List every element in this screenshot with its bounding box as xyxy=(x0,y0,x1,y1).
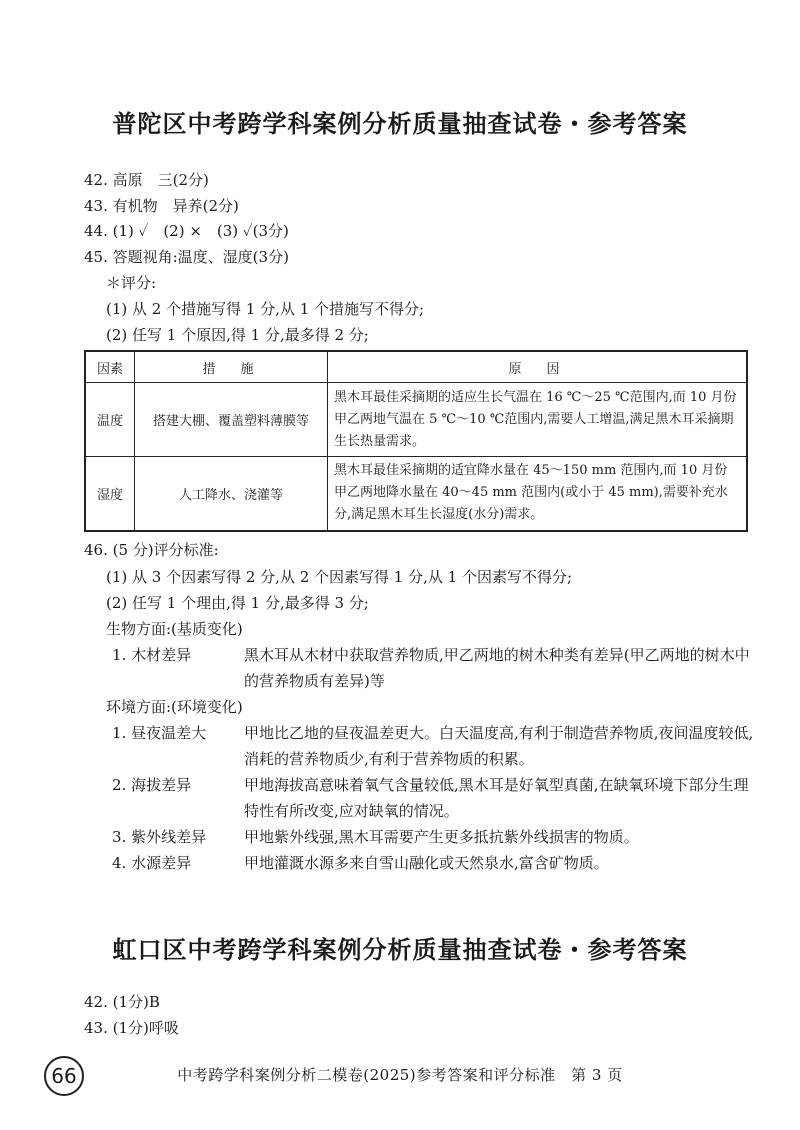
bio-item-text: 黑木耳从木材中获取营养物质,甲乙两地的树木种类有差异(甲乙两地的树木中的营养物质有差异)等 xyxy=(244,646,750,690)
env-item-text: 甲地海拔高意味着氧气含量较低,黑木耳是好氧型真菌,在缺氧环境下部分生理特性有所改变,应对缺氧的情况。 xyxy=(244,776,749,820)
page-footer: 中考跨学科案例分析二模卷(2025)参考答案和评分标准 第 3 页 xyxy=(177,1066,623,1084)
row-reason: 黑木耳最佳采摘期的适应生长气温在 16 ℃～25 ℃范围内,而 10 月份甲乙两地气温在 5 ℃～10 ℃范围内,需要人工增温,满足黑木耳采摘期生长热量需求。 xyxy=(328,383,748,457)
q45-rule-1: (1) 从 2 个措施写得 1 分,从 1 个措施写不得分; xyxy=(106,300,425,318)
header-factor: 因素 xyxy=(85,351,135,383)
env-item-text: 甲地灌溉水源多来自雪山融化或天然泉水,富含矿物质。 xyxy=(244,854,609,872)
q46-rule-2: (2) 任写 1 个理由,得 1 分,最多得 3 分; xyxy=(106,594,369,612)
answer-q42: 42. 高原 三(2分) xyxy=(84,171,209,189)
section2-answer-q42: 42. (1分)B xyxy=(84,993,160,1011)
bio-heading: 生物方面:(基质变化) xyxy=(106,620,243,638)
row-measure: 人工降水、浇灌等 xyxy=(135,457,328,531)
table-row xyxy=(85,457,747,531)
env-item-label: 2. 海拔差异 xyxy=(112,776,192,794)
scoring-table xyxy=(84,350,748,532)
page-number-badge: 66 xyxy=(44,1056,84,1096)
env-item-label: 3. 紫外线差异 xyxy=(112,828,207,846)
header-measure: 措 施 xyxy=(135,351,328,383)
env-heading: 环境方面:(环境变化) xyxy=(106,698,243,716)
section2-answer-q43: 43. (1分)呼吸 xyxy=(84,1019,179,1037)
row-factor: 湿度 xyxy=(85,457,135,531)
answer-q44: 44. (1) ✓ (2) × (3) ✓(3分) xyxy=(84,222,289,240)
answer-q45: 45. 答题视角:温度、湿度(3分) xyxy=(84,248,289,266)
bio-item-label: 1. 木材差异 xyxy=(112,646,192,664)
q45-rule-2: (2) 任写 1 个原因,得 1 分,最多得 2 分; xyxy=(106,326,369,344)
row-measure: 搭建大棚、覆盖塑料薄膜等 xyxy=(135,383,328,457)
answer-q46: 46. (5 分)评分标准: xyxy=(84,541,219,559)
table-row xyxy=(85,383,747,457)
q46-rule-1: (1) 从 3 个因素写得 2 分,从 2 个因素写得 1 分,从 1 个因素写不得分; xyxy=(106,568,573,586)
env-item-text: 甲地比乙地的昼夜温差更大。白天温度高,有利于制造营养物质,夜间温度较低,消耗的营养物质少,有利于营养物质的积累。 xyxy=(244,724,754,768)
env-item-label: 1. 昼夜温差大 xyxy=(112,724,207,742)
header-reason: 原 因 xyxy=(328,351,748,383)
section1-title: 普陀区中考跨学科案例分析质量抽查试卷・参考答案 xyxy=(112,110,688,138)
answer-q43: 43. 有机物 异养(2分) xyxy=(84,197,239,215)
q45-note: ＊评分: xyxy=(106,274,157,292)
table-header-row xyxy=(85,351,747,383)
env-item-text: 甲地紫外线强,黑木耳需要产生更多抵抗紫外线损害的物质。 xyxy=(244,828,639,846)
row-reason: 黑木耳最佳采摘期的适宜降水量在 45～150 mm 范围内,而 10 月份甲乙两地降水量在 40～45 mm 范围内(或小于 45 mm),需要补充水分,满足黑木耳生长湿度(水分)需求。 xyxy=(328,457,748,531)
row-factor: 温度 xyxy=(85,383,135,457)
env-item-label: 4. 水源差异 xyxy=(112,854,192,872)
section2-title: 虹口区中考跨学科案例分析质量抽查试卷・参考答案 xyxy=(112,936,688,964)
